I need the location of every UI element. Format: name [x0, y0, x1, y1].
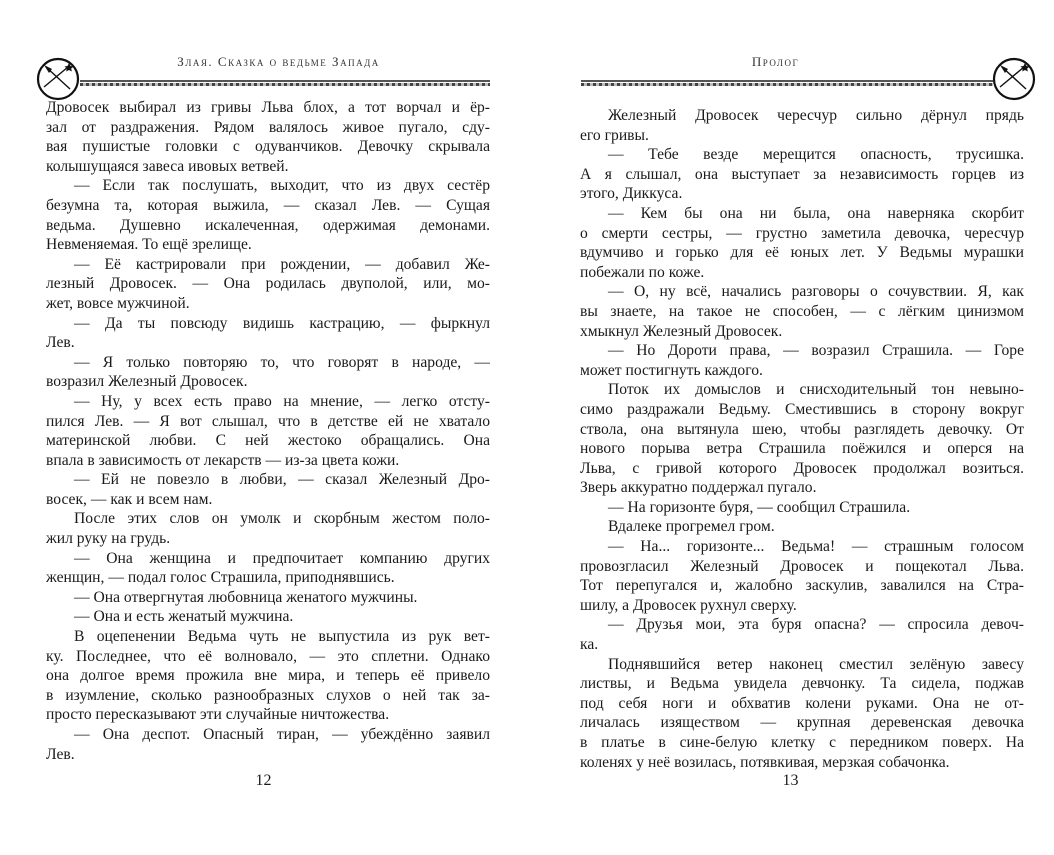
text-line: жил руку на грудь. — [46, 530, 171, 548]
text-line: — Тебе везде мерещится опасность, трусишка. — [608, 146, 1024, 164]
text-line: — Её кастрировали при рождении, — добавил Же- — [74, 255, 490, 273]
text-line: — Ей не повезло в любви, — сказал Железный Дро- — [74, 471, 490, 489]
text-line: безумна та, которая выжила, — сказал Лев. — Сущая — [46, 196, 490, 214]
text-line: впала в зависимость от лекарств — из-за цвета кожи. — [46, 451, 400, 469]
text-line: она долгое время прожила вне мира, и теперь её привело — [46, 667, 490, 685]
text-line: восек, — как и всем нам. — [46, 490, 213, 508]
text-line: личалась изяществом — крупная деревенская девочка — [580, 714, 1024, 732]
text-line: — Она и есть женатый мужчина. — [74, 608, 294, 626]
text-line: — Кем бы она ни была, она наверняка скорбит — [608, 204, 1024, 222]
text-line: в изумление, сколько разнообразных слухов о ней так за- — [46, 686, 490, 704]
text-line: лезный Дровосек. — Она родилась двуполой, или, мо- — [46, 275, 490, 293]
text-line: — Если так послушать, выходит, что из двух сестёр — [74, 177, 490, 195]
right-page — [527, 0, 1054, 855]
text-line: Поток их домыслов и снисходительный тон невыно- — [608, 381, 1024, 399]
text-line: Зверь аккуратно поддержал пугало. — [580, 479, 817, 497]
running-head-book-title: Злая. Сказка о ведьме Запада — [177, 54, 380, 69]
text-line: этого, Диккуса. — [580, 185, 683, 203]
text-line: — Ну, у всех есть право на мнение, — легко отсту- — [74, 392, 490, 410]
text-line: Льва, с гривой которого Дровосек продолжал возиться. — [580, 459, 1024, 477]
text-line: — Да ты повсюду видишь кастрацию, — фыркнул — [74, 314, 490, 332]
text-line: его гривы. — [580, 126, 649, 144]
text-line: ка. — [580, 636, 599, 654]
text-line: ствола, она вытянула шею, чтобы разглядеть девочку. От — [580, 420, 1024, 438]
text-line: вдумчиво и горько для её юных лет. У Ведьмы мурашки — [580, 244, 1024, 262]
broom-wand-emblem-icon — [992, 57, 1036, 101]
text-line: коленях у неё возилась, потявкивая, мерзкая собачонка. — [580, 753, 950, 771]
text-line: хмыкнул Железный Дровосек. — [580, 322, 783, 340]
text-line: вы знаете, на такое не способен, — с лёгким цинизмом — [580, 302, 1024, 320]
header-rule — [80, 80, 490, 86]
page-number: 12 — [255, 772, 272, 789]
text-line: Дровосек выбирал из гривы Льва блох, а тот ворчал и ёр- — [46, 99, 490, 116]
text-line: возразил Железный Дровосек. — [46, 373, 248, 391]
body-text — [46, 98, 490, 764]
text-line: В оцепенении Ведьма чуть не выпустила из рук вет- — [74, 628, 490, 646]
text-line: листвы, и Ведьма увидела девчонку. Та сидела, поджав — [580, 675, 1024, 693]
text-line: зал от раздражения. Рядом валялось живое пугало, сду- — [46, 118, 490, 136]
header-rule — [581, 80, 993, 86]
text-line: в платье в сине-белую клетку с передником поверх. На — [580, 734, 1024, 751]
text-line: — На... горизонте... Ведьма! — страшным голосом — [608, 538, 1024, 556]
text-line: жет, вовсе мужчиной. — [46, 294, 190, 312]
text-line: ку. Последнее, что её волновало, — это сплетни. Однако — [46, 647, 490, 665]
text-line: Лев. — [46, 745, 75, 763]
text-line: под себя ноги и обхватив колени руками. Она не от- — [580, 694, 1024, 712]
text-line: — Она отвергнутая любовница женатого мужчины. — [74, 588, 418, 606]
text-line: А я слышал, она выступает за независимость горцев из — [580, 165, 1024, 183]
body-text — [580, 106, 1024, 772]
text-line: — Я только повторяю то, что говорят в народе, — — [74, 353, 490, 371]
text-line: — О, ну всё, начались разговоры о сочувствии. Я, как — [608, 283, 1024, 301]
text-line: — Она деспот. Опасный тиран, — убеждённо заявил — [74, 726, 490, 743]
text-line: — Но Дороти права, — возразил Страшила. — Горе — [608, 342, 1024, 360]
text-line: Вдалеке прогремел гром. — [608, 518, 775, 536]
text-line: просто пересказывают эти случайные ничтожества. — [46, 706, 390, 724]
text-line: о смерти сестры, — грустно заметила девочка, чересчур — [580, 224, 1024, 242]
text-line: — Она женщина и предпочитает компанию других — [74, 549, 490, 567]
text-line: Железный Дровосек чересчур сильно дёрнул прядь — [608, 107, 1024, 124]
text-line: Невменяемая. То ещё зрелище. — [46, 236, 252, 254]
text-line: Тот перепугался и, жалобно заскулив, завалился на Стра- — [580, 577, 1024, 595]
text-line: Лев. — [46, 334, 75, 352]
broom-wand-emblem-icon — [36, 57, 80, 101]
text-line: — На горизонте буря, — сообщил Страшила. — [608, 498, 911, 516]
text-line: симо раздражали Ведьму. Сместившись в сторону вокруг — [580, 400, 1024, 418]
text-line: ведьма. Душевно искалеченная, одержимая демонами. — [46, 216, 490, 234]
text-line: — Друзья мои, эта буря опасна? — спросила девоч- — [608, 616, 1024, 634]
text-line: шилу, а Дровосек рухнул сверху. — [580, 596, 797, 614]
text-line: вая пушистые головки с одуванчиков. Девочку скрывала — [46, 138, 490, 156]
text-line: нового порыва ветра Страшила поёжился и оперся на — [580, 440, 1024, 458]
text-line: колышущаяся завеса ивовых ветвей. — [46, 157, 289, 175]
running-head-chapter: Пролог — [751, 54, 800, 69]
page-number: 13 — [782, 772, 799, 789]
text-line: провозгласил Железный Дровосек и пощекотал Льва. — [580, 557, 1024, 575]
text-line: пился Лев. — Я вот слышал, что в детстве ей не хватало — [46, 412, 490, 430]
text-line: материнской любви. С ней жестоко обращались. Она — [46, 432, 490, 450]
text-line: После этих слов он умолк и скорбным жестом поло- — [74, 510, 490, 528]
text-line: женщин, — подал голос Страшила, приподнявшись. — [46, 569, 395, 587]
text-line: побежали по коже. — [580, 263, 705, 281]
text-line: может постигнуть каждого. — [580, 361, 763, 379]
text-line: Поднявшийся ветер наконец сместил зелёную завесу — [608, 655, 1024, 673]
